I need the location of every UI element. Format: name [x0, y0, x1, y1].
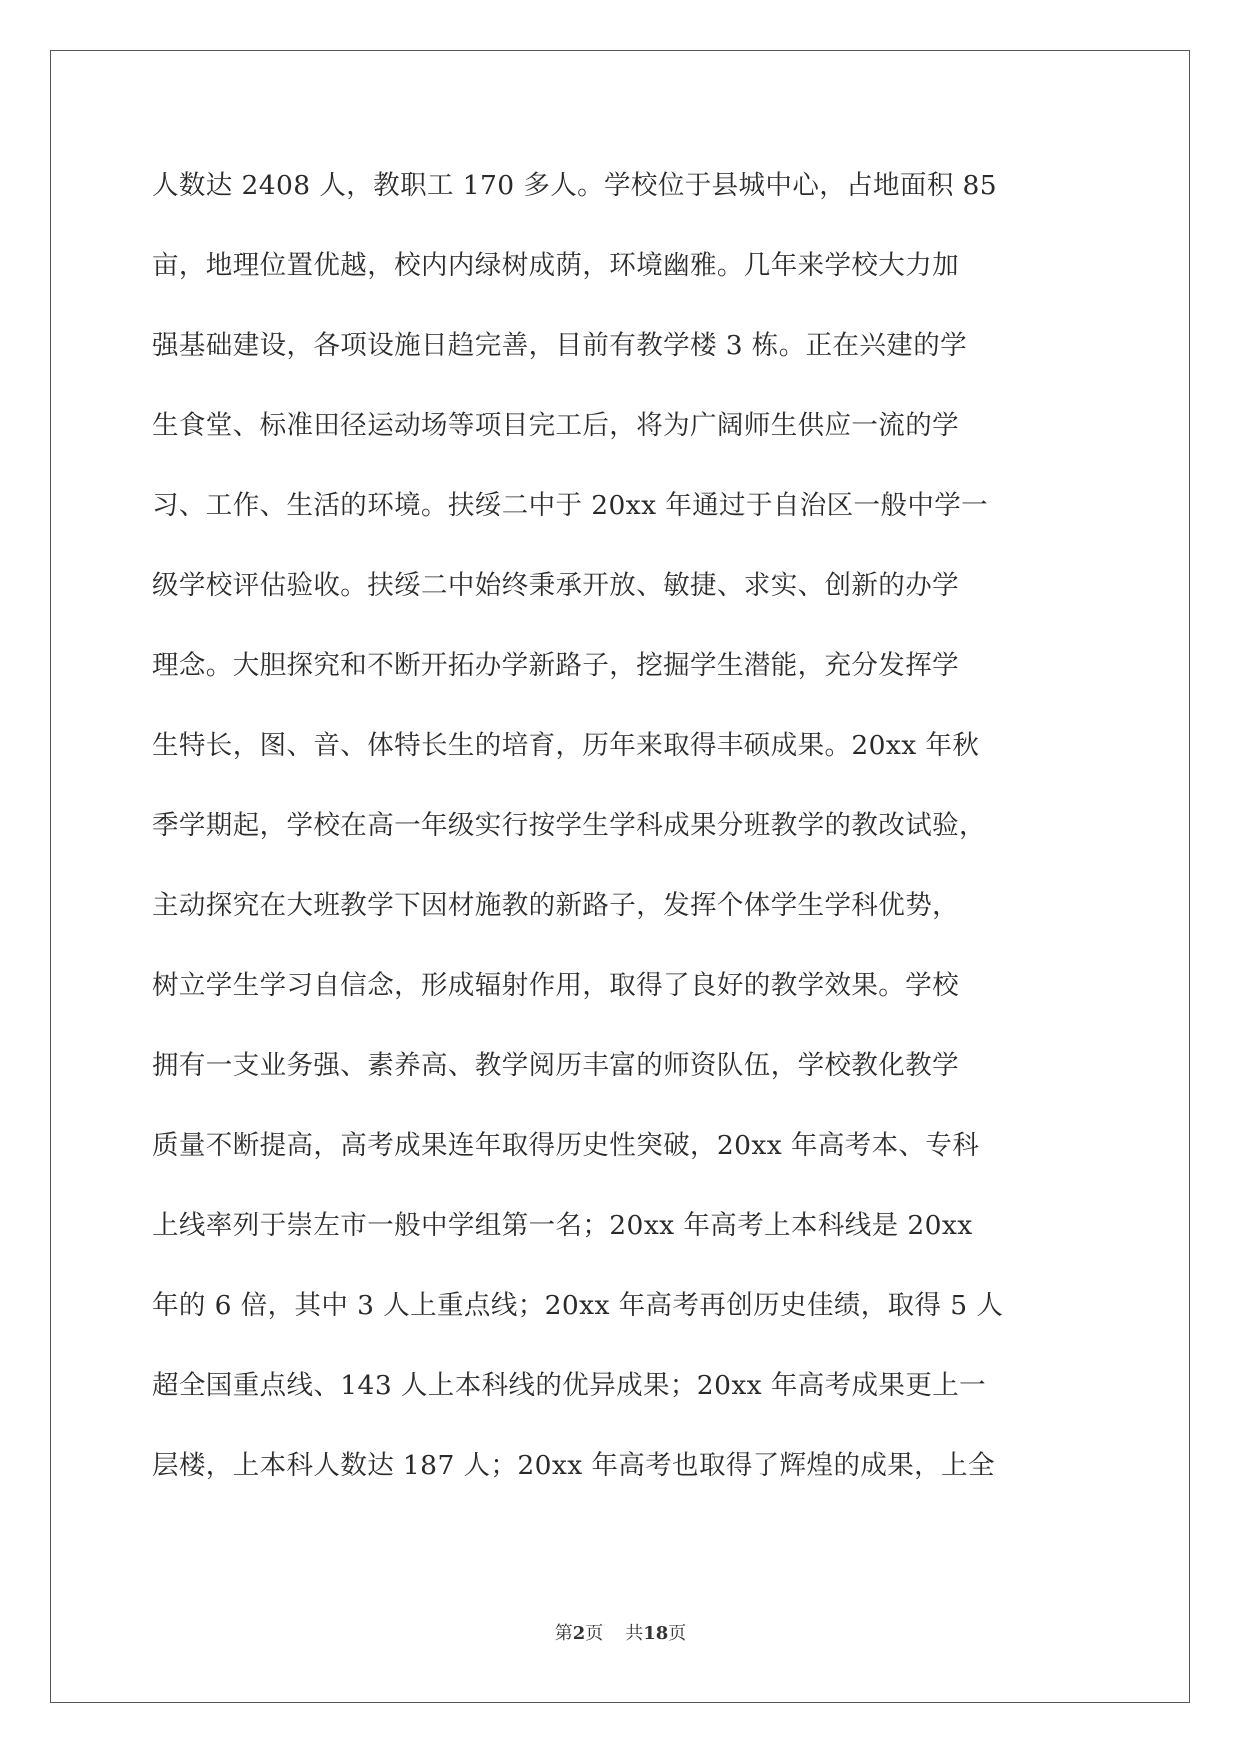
text-line: 生食堂、标准田径运动场等项目完工后，将为广阔师生供应一流的学 — [152, 410, 959, 441]
text-line: 层楼，上本科人数达 187 人；20xx 年高考也取得了辉煌的成果，上全 — [152, 1450, 995, 1481]
text-line: 级学校评估验收。扶绥二中始终秉承开放、敏捷、求实、创新的办学 — [152, 570, 959, 601]
text-line: 季学期起，学校在高一年级实行按学生学科成果分班教学的教改试验， — [152, 810, 986, 841]
text-line: 年的 6 倍，其中 3 人上重点线；20xx 年高考再创历史佳绩，取得 5 人 — [152, 1290, 1004, 1321]
text-line: 树立学生学习自信念，形成辐射作用，取得了良好的教学效果。学校 — [152, 970, 959, 1001]
page-footer — [0, 1619, 1241, 1645]
total-suffix: 页 — [668, 1623, 687, 1644]
text-line: 超全国重点线、143 人上本科线的优异成果；20xx 年高考成果更上一 — [152, 1370, 987, 1401]
text-line: 质量不断提高，高考成果连年取得历史性突破，20xx 年高考本、专科 — [152, 1130, 980, 1161]
total-pages: 18 — [643, 1623, 669, 1644]
page-number: 2 — [572, 1623, 586, 1644]
text-line: 拥有一支业务强、素养高、教学阅历丰富的师资队伍，学校教化教学 — [152, 1050, 959, 1081]
total-prefix: 共 — [625, 1623, 644, 1644]
text-line: 生特长，图、音、体特长生的培育，历年来取得丰硕成果。20xx 年秋 — [152, 730, 980, 761]
body-text — [152, 164, 1092, 1524]
text-line: 习、工作、生活的环境。扶绥二中于 20xx 年通过于自治区一般中学一 — [152, 490, 989, 521]
text-line: 人数达 2408 人，教职工 170 多人。学校位于县城中心，占地面积 85 — [152, 170, 998, 201]
text-line: 主动探究在大班教学下因材施教的新路子，发挥个体学生学科优势， — [152, 890, 959, 921]
text-line: 强基础建设，各项设施日趋完善，目前有教学楼 3 栋。正在兴建的学 — [152, 330, 968, 361]
page-prefix: 第 — [554, 1623, 573, 1644]
text-line: 亩，地理位置优越，校内内绿树成荫，环境幽雅。几年来学校大力加 — [152, 250, 959, 281]
page-suffix: 页 — [585, 1623, 604, 1644]
text-line: 理念。大胆探究和不断开拓办学新路子，挖掘学生潜能，充分发挥学 — [152, 650, 959, 681]
text-line: 上线率列于崇左市一般中学组第一名；20xx 年高考上本科线是 20xx — [152, 1210, 973, 1241]
